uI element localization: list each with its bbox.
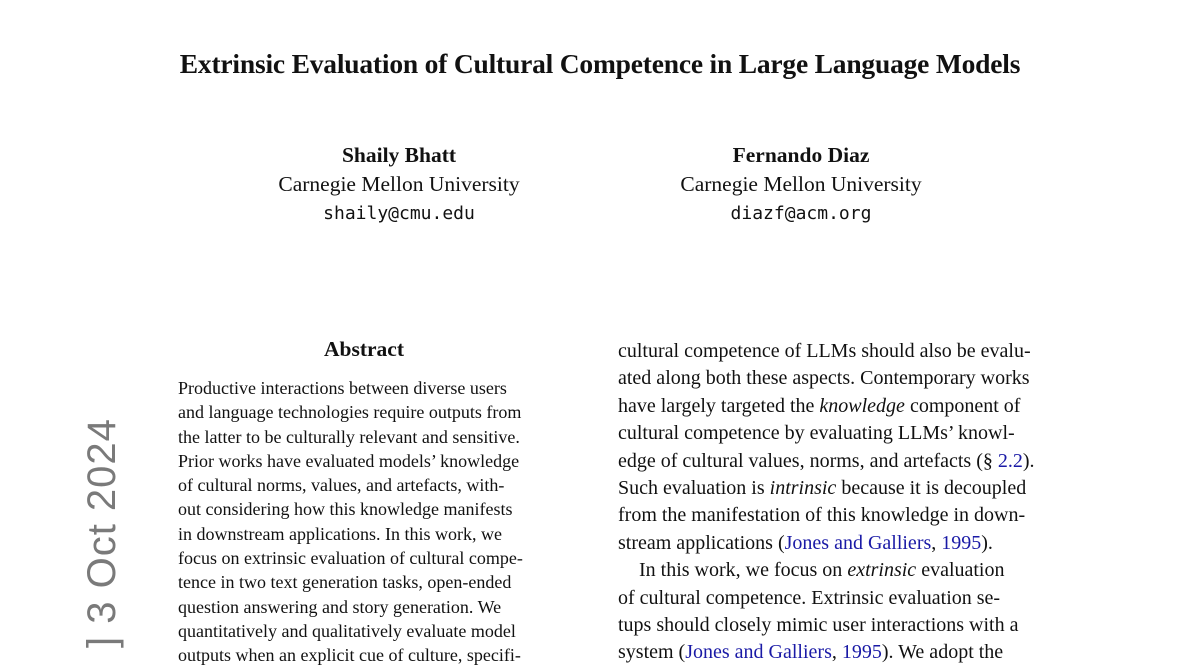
body-text: ). We adopt the: [881, 641, 1004, 664]
body-text: because it is decoupled: [836, 476, 1027, 499]
abstract-line: out considering how this knowledge manifests: [178, 499, 513, 520]
body-line: cultural competence of LLMs should also be evalu-: [618, 340, 1031, 362]
abstract-text: [178, 376, 550, 668]
abstract-line: focus on extrinsic evaluation of cultural compe-: [178, 548, 523, 569]
body-line: [618, 639, 1060, 666]
arxiv-side-stamp: ] 3 Oct 2024: [80, 418, 124, 648]
section-ref-link[interactable]: 2.2: [997, 449, 1023, 472]
abstract-line: tence in two text generation tasks, open-ended: [178, 572, 512, 593]
author-affiliation: Carnegie Mellon University: [680, 172, 922, 196]
body-line: from the manifestation of this knowledge in down-: [618, 504, 1026, 527]
author-name: Fernando Diaz: [732, 143, 870, 167]
author-email: diazf@acm.org: [730, 203, 872, 224]
body-text: ,: [831, 641, 842, 664]
body-text: ).: [1022, 449, 1035, 472]
body-line: ated along both these aspects. Contemporary works: [618, 367, 1030, 390]
body-line: cultural competence by evaluating LLMs’ knowl-: [618, 422, 1015, 445]
body-line: [618, 557, 1060, 584]
citation-author-link[interactable]: Jones and Galliers: [784, 531, 932, 554]
author-name: Shaily Bhatt: [341, 143, 457, 167]
abstract-line: of cultural norms, values, and artefacts, with-: [178, 475, 505, 496]
body-text: component of: [904, 394, 1021, 417]
body-text: ,: [931, 531, 942, 554]
abstract-line: Productive interactions between diverse users: [178, 378, 507, 398]
author-block-2: [631, 141, 971, 228]
body-text: Such evaluation is: [618, 476, 770, 499]
body-text: In this work, we focus on: [639, 559, 848, 582]
body-text: system (: [618, 641, 686, 664]
abstract-line: outputs when an explicit cue of culture, specifi-: [178, 645, 521, 666]
emphasis-text: extrinsic: [847, 559, 917, 582]
body-line: [618, 393, 1060, 420]
citation-author-link[interactable]: Jones and Galliers: [685, 641, 832, 664]
abstract-line: the latter to be culturally relevant and sensitive.: [178, 426, 520, 447]
author-affiliation: Carnegie Mellon University: [278, 172, 520, 196]
body-text: ).: [981, 531, 993, 554]
abstract-heading: Abstract: [323, 337, 404, 361]
body-column-right: [618, 338, 1060, 667]
paper-title: Extrinsic Evaluation of Cultural Competence in Large Language Models: [179, 48, 1021, 79]
body-line: [618, 475, 1060, 502]
body-line: [618, 530, 1060, 557]
body-text: stream applications (: [618, 531, 785, 554]
body-text: have largely targeted the: [618, 394, 820, 417]
abstract-line: in downstream applications. In this work, we: [178, 523, 502, 544]
citation-year-link[interactable]: 1995: [841, 641, 882, 664]
citation-year-link[interactable]: 1995: [941, 531, 982, 554]
body-text: edge of cultural values, norms, and artefacts (§: [618, 449, 998, 472]
abstract-line: quantitatively and qualitatively evaluate model: [178, 620, 516, 641]
body-line: tups should closely mimic user interactions with a: [618, 613, 1019, 636]
emphasis-text: intrinsic: [769, 476, 837, 499]
abstract-line: question answering and story generation. We: [178, 596, 502, 617]
abstract-line: and language technologies require outputs from: [178, 402, 522, 423]
author-block-1: [229, 141, 569, 228]
body-line: of cultural competence. Extrinsic evaluation se-: [618, 586, 1001, 609]
author-email: shaily@cmu.edu: [323, 203, 475, 224]
emphasis-text: knowledge: [819, 394, 905, 417]
body-text: evaluation: [916, 559, 1005, 582]
abstract-line: Prior works have evaluated models’ knowledge: [178, 450, 520, 471]
body-line: [618, 448, 1060, 475]
